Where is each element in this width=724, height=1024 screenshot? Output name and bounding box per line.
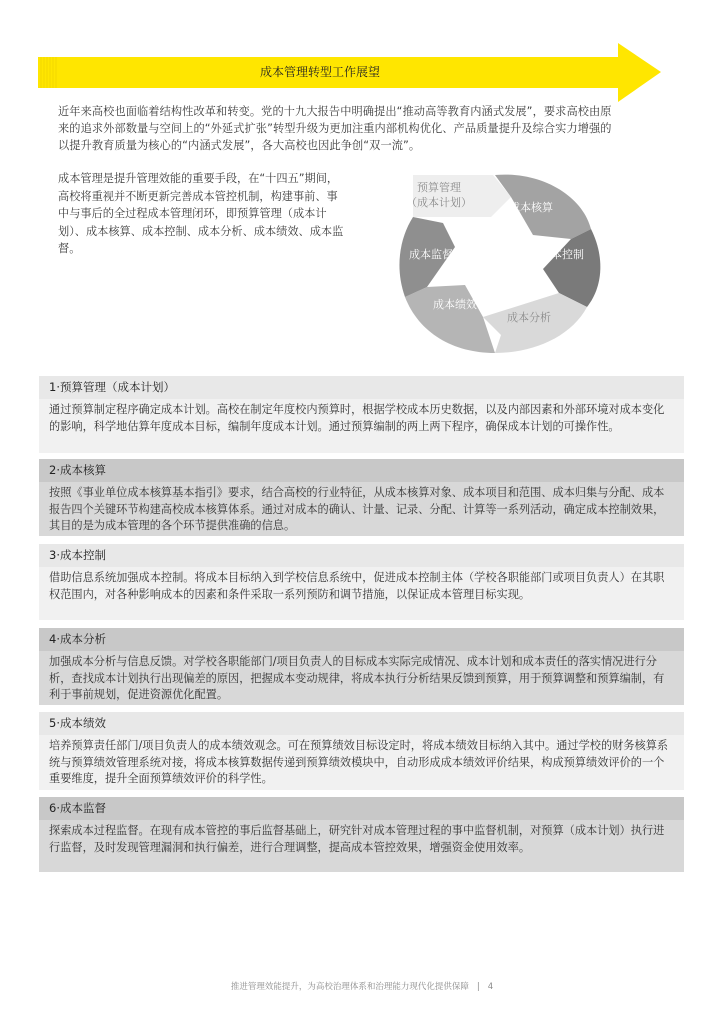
page-number: 4 [487, 982, 494, 992]
section-title: 1·预算管理（成本计划） [39, 376, 684, 399]
section-title: 3·成本控制 [39, 544, 684, 567]
footer-separator: | [476, 982, 480, 992]
banner-title: 成本管理转型工作展望 [259, 65, 380, 79]
section-body: 按照《事业单位成本核算基本指引》要求，结合高校的行业特征，从成本核算对象、成本项目和范围、成本归集与分配、成本报告四个关键环节构建高校成本核算体系。通过对成本的确认、计量、记录、分配、计算等一系列活动，确定成本控制效果，其目的是为成本管理的各个环节提供准确的信息。 [49, 486, 665, 532]
section-body: 加强成本分析与信息反馈。对学校各职能部门/项目负责人的目标成本实际完成情况、成本计划和成本责任的落实情况进行分析，查找成本计划执行出现偏差的原因，把握成本变动规律，将成本执行分析结果反馈到预算，用于预算调整和预算编制，有利于事前规划，促进资源优化配置。 [49, 655, 665, 701]
section-body: 培养预算责任部门/项目负责人的成本绩效观念。可在预算绩效目标设定时，将成本绩效目标纳入其中。通过学校的财务核算系统与预算绩效管理系统对接，将成本核算数据传递到预算绩效模块中，自动形成成本绩效评价结果，构成预算绩效评价的一个重要维度，提升全面预算绩效评价的科学性。 [49, 739, 669, 785]
section-body: 探索成本过程监督。在现有成本管控的事后监督基础上，研究针对成本管理过程的事中监督机制，对预算（成本计划）执行进行监督，及时发现管理漏洞和执行偏差，进行合理调整，提高成本管控效果，增强资金使用效率。 [49, 824, 665, 854]
cost-management-paragraph: 成本管理是提升管理效能的重要手段，在“十四五”期间，高校将重视并不断更新完善成本管控机制，构建事前、事中与事后的全过程成本管理闭环，即预算管理（成本计划）、成本核算、成本控制、成本分析、成本绩效、成本监督。 [58, 172, 344, 255]
section-supervision [39, 797, 684, 872]
cost-cycle-diagram [383, 157, 617, 363]
cycle-label-performance: 成本绩效 [433, 298, 477, 311]
section-title: 5·成本绩效 [39, 712, 684, 735]
cycle-label-analysis: 成本分析 [507, 311, 551, 324]
footer-text: 推进管理效能提升，为高校治理体系和治理能力现代化提供保障 [230, 982, 469, 992]
cycle-label-budget-1: 预算管理 [417, 181, 461, 194]
cycle-segment-performance [405, 285, 495, 353]
intro-paragraph: 近年来高校也面临着结构性改革和转变。党的十九大报告中明确提出“推动高等教育内涵式发展”，要求高校由原来的追求外部数量与空间上的“外延式扩张”转型升级为更加注重内部机构优化、产品质量提升及综合实力增强的以提升教育质量为核心的“内涵式发展”，各大高校也因此争创“双一流”。 [58, 105, 612, 152]
section-title: 6·成本监督 [39, 797, 684, 820]
section-performance [39, 712, 684, 790]
cycle-segment-control [543, 229, 600, 307]
section-title: 4·成本分析 [39, 628, 684, 651]
cycle-label-control: 成本控制 [540, 248, 584, 261]
section-body: 通过预算制定程序确定成本计划。高校在制定年度校内预算时，根据学校成本历史数据，以及内部因素和外部环境对成本变化的影响，科学地估算年度成本目标，编制年度成本计划。通过预算编制的两上两下程序，确保成本计划的可操作性。 [49, 403, 665, 433]
cycle-label-supervision: 成本监督 [409, 248, 453, 261]
cycle-label-budget-2: （成本计划） [406, 196, 472, 209]
section-control [39, 544, 684, 620]
cycle-label-accounting: 成本核算 [509, 201, 553, 214]
section-budget [39, 376, 684, 453]
section-body: 借助信息系统加强成本控制。将成本目标纳入到学校信息系统中，促进成本控制主体（学校各职能部门或项目负责人）在其职权范围内，对各种影响成本的因素和条件采取一系列预防和调节措施，以保证成本管理目标实现。 [49, 571, 665, 601]
page-footer [0, 980, 724, 992]
section-accounting [39, 459, 684, 536]
section-title: 2·成本核算 [39, 459, 684, 482]
section-analysis [39, 628, 684, 705]
